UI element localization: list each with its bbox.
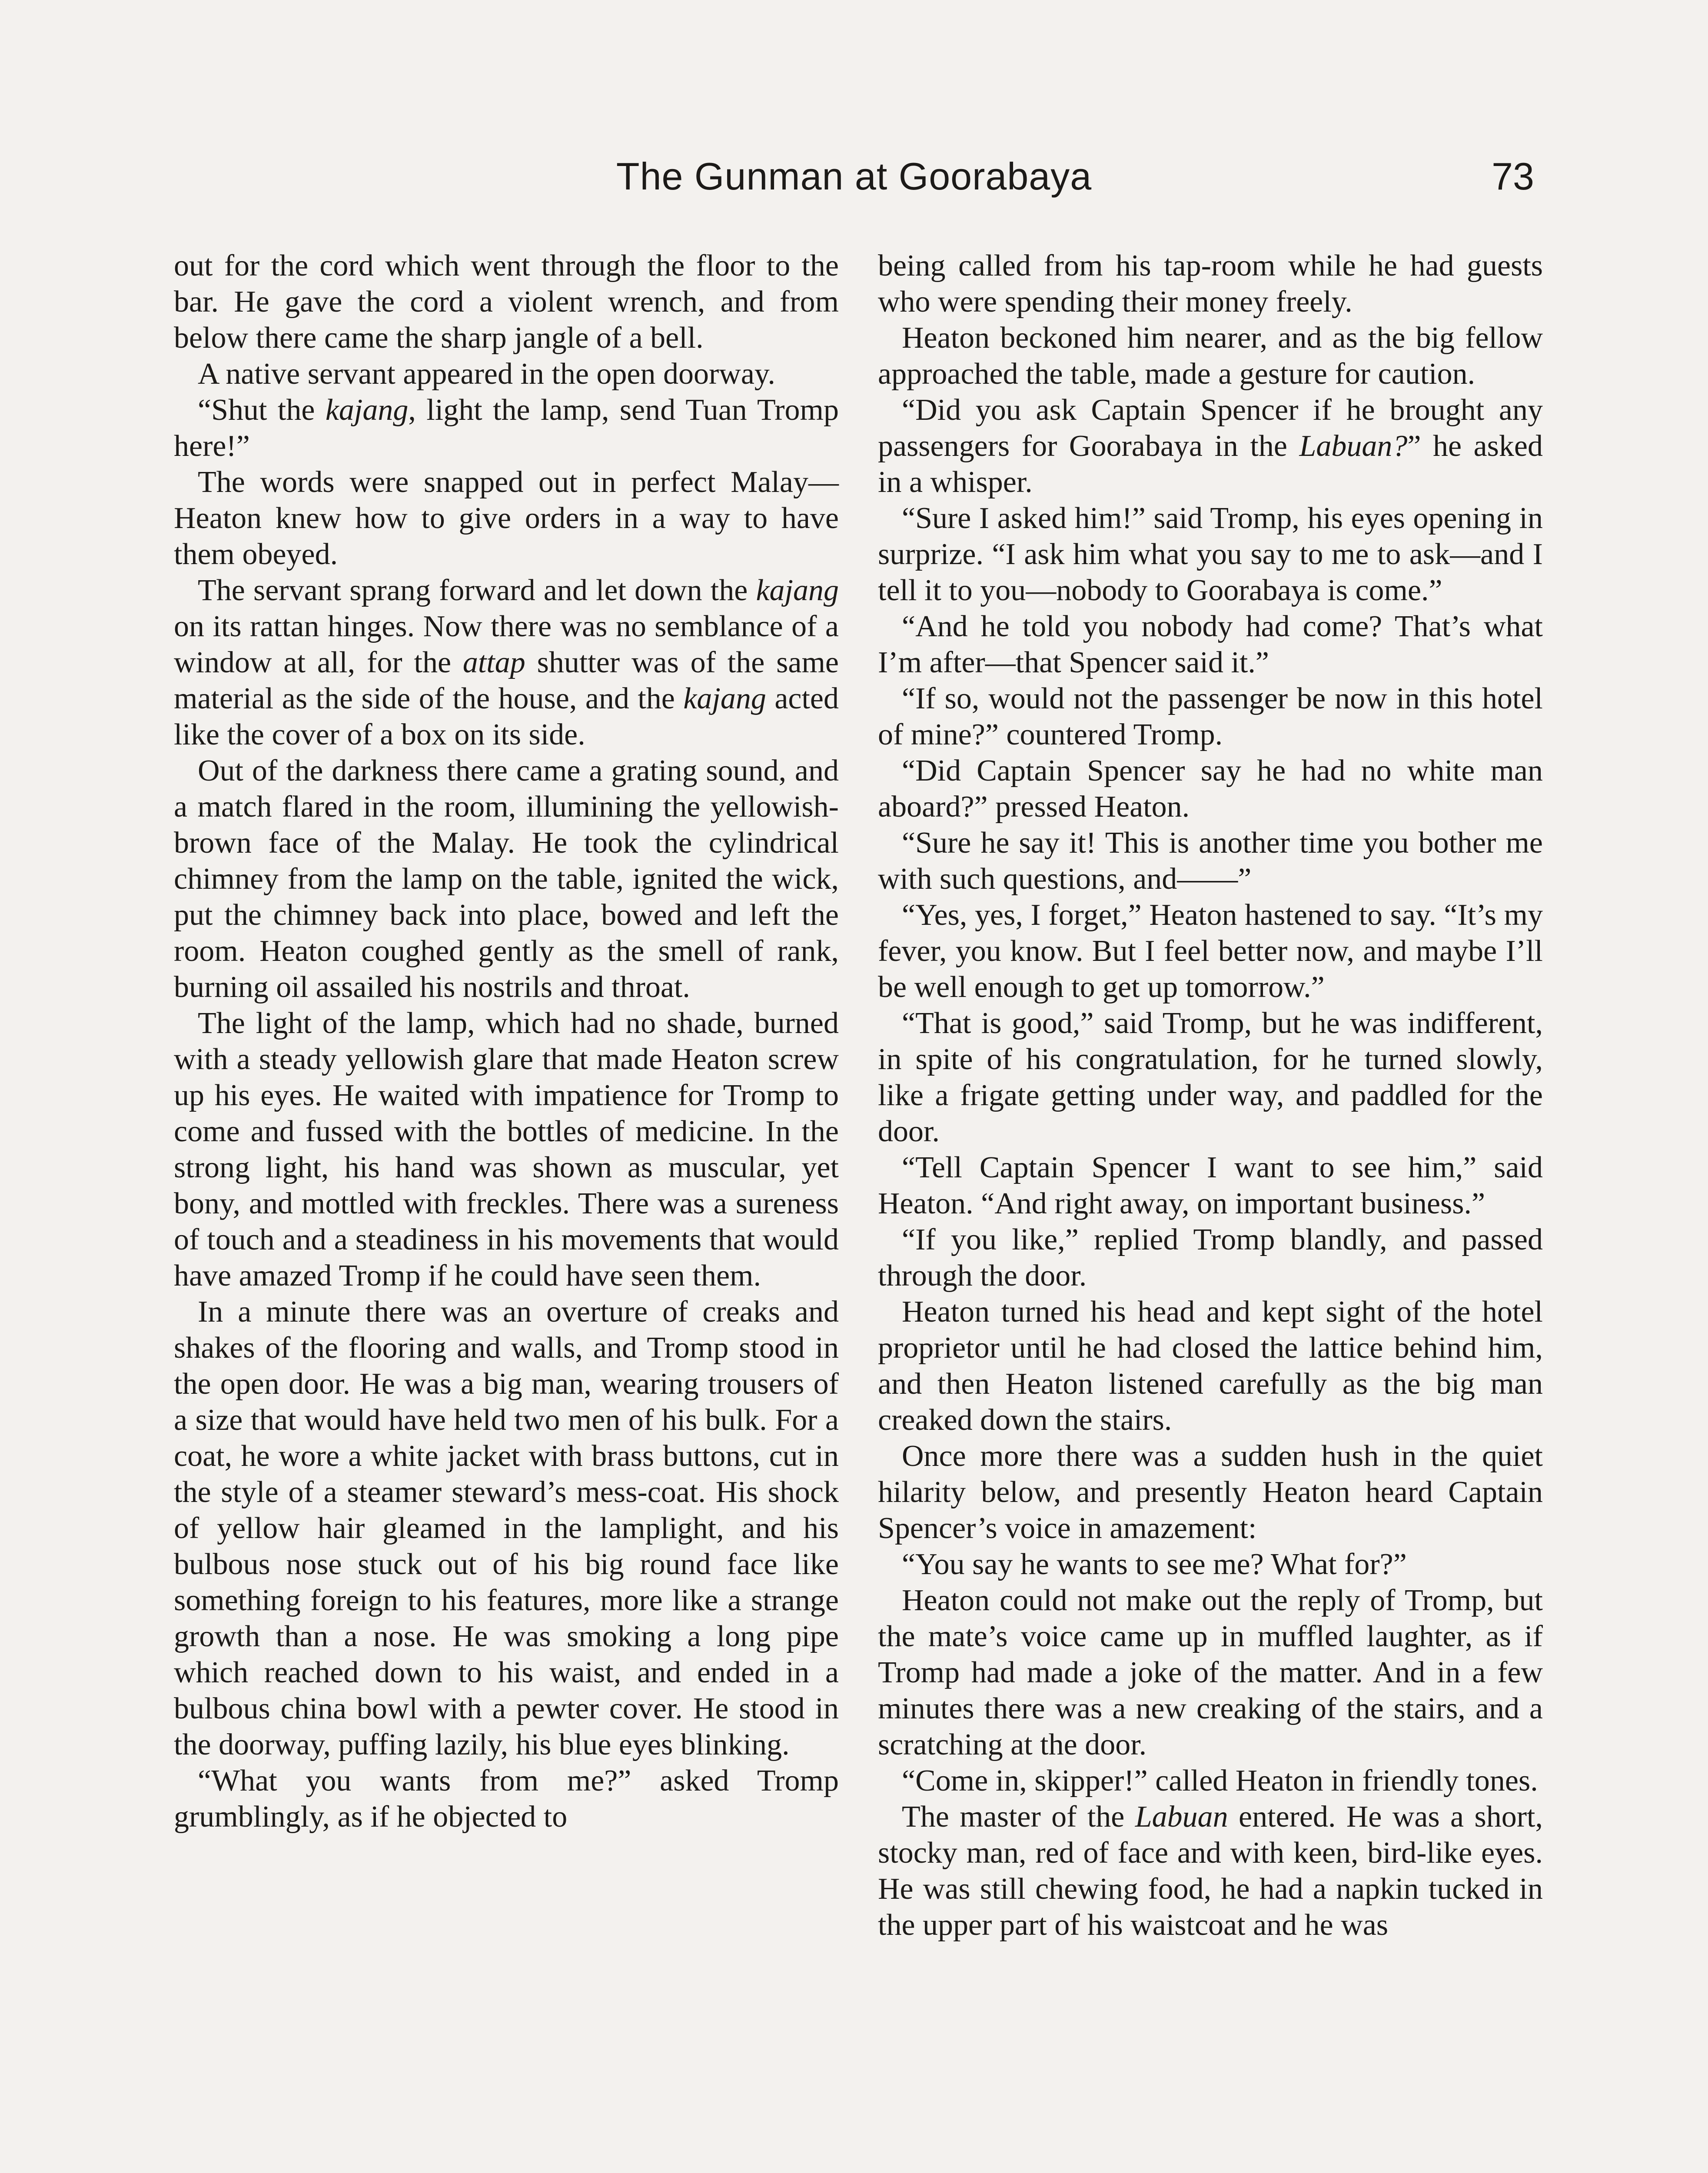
paragraph: Heaton could not make out the reply of Tromp, but the mate’s voice came up in muffled laughter, as if Tromp had made a joke of the matter. And in a few minutes there was a new creaking of the stairs, and a scratching at the door. [878, 1584, 1543, 1761]
paragraph: “If you like,” replied Tromp blandly, and passed through the door. [878, 1223, 1543, 1293]
paragraph: The light of the lamp, which had no shade, burned with a steady yellowish glare that made Heaton screw up his eyes. He waited with impatience for Tromp to come and fussed with the bottles of medicine. In the strong light, his hand was shown as muscular, yet bony, and mottled with freckles. There was a sureness of touch and a steadiness in his movements that would have amazed Tromp if he could have seen them. [174, 1007, 839, 1293]
paragraph: “Did you ask Captain Spencer if he brought any passengers for Goorabaya in the Labuan?” he asked in a whisper. [878, 393, 1543, 499]
paragraph: “That is good,” said Tromp, but he was indifferent, in spite of his congratulation, for he turned slowly, like a frigate getting under way, and paddled for the door. [878, 1007, 1543, 1148]
paragraph: The words were snapped out in perfect Malay—Heaton knew how to give orders in a way to have them obeyed. [174, 465, 839, 571]
page-header [174, 154, 1534, 211]
left-column [174, 248, 839, 2173]
paragraph: “And he told you nobody had come? That’s what I’m after—that Spencer said it.” [878, 610, 1543, 679]
paragraph: Out of the darkness there came a grating sound, and a match flared in the room, illumining the yellowish-brown face of the Malay. He took the cylindrical chimney from the lamp on the table, ignited the wick, put the chimney back into place, bowed and left the room. Heaton coughed gently as the smell of rank, burning oil assailed his nostrils and throat. [174, 754, 839, 1004]
paragraph: “If so, would not the passenger be now in this hotel of mine?” countered Tromp. [878, 682, 1543, 751]
paragraph: “Shut the kajang, light the lamp, send Tuan Tromp here!” [174, 393, 839, 463]
paragraph: “Tell Captain Spencer I want to see him,” said Heaton. “And right away, on important business.” [878, 1151, 1543, 1220]
paragraph: out for the cord which went through the floor to the bar. He gave the cord a violent wrench, and from below there came the sharp jangle of a bell. [174, 249, 839, 355]
paragraph: “Did Captain Spencer say he had no white man aboard?” pressed Heaton. [878, 754, 1543, 824]
right-column [878, 248, 1543, 2173]
paragraph: “What you wants from me?” asked Tromp grumblingly, as if he objected to [174, 1764, 839, 1834]
paragraph: In a minute there was an overture of creaks and shakes of the flooring and walls, and Tromp stood in the open door. He was a big man, wearing trousers of a size that would have held two men of his bulk. For a coat, he wore a white jacket with brass buttons, cut in the style of a steamer steward’s mess-coat. His shock of yellow hair gleamed in the lamplight, and his bulbous nose stuck out of his big round face like something foreign to his features, more like a strange growth than a nose. He was smoking a long pipe which reached down to his waist, and ended in a bulbous china bowl with a pewter cover. He stood in the doorway, puffing lazily, his blue eyes blinking. [174, 1295, 839, 1761]
paragraph: The master of the Labuan entered. He was a short, stocky man, red of face and with keen, bird-like eyes. He was still chewing food, he had a napkin tucked in the upper part of his waistcoat and he was [878, 1800, 1543, 1942]
paragraph: Heaton turned his head and kept sight of the hotel proprietor until he had closed the lattice behind him, and then Heaton listened carefully as the big man creaked down the stairs. [878, 1295, 1543, 1437]
paragraph: Once more there was a sudden hush in the quiet hilarity below, and presently Heaton heard Captain Spencer’s voice in amazement: [878, 1439, 1543, 1545]
paragraph: “You say he wants to see me? What for?” [902, 1548, 1407, 1581]
paragraph: Heaton beckoned him nearer, and as the big fellow approached the table, made a gesture for caution. [878, 321, 1543, 391]
paragraph: “Sure he say it! This is another time you bother me with such questions, and——” [878, 826, 1543, 896]
page-number: 73 [1492, 155, 1534, 198]
paragraph: “Come in, skipper!” called Heaton in friendly tones. [902, 1764, 1538, 1798]
running-title: The Gunman at Goorabaya [616, 155, 1092, 198]
paragraph: “Sure I asked him!” said Tromp, his eyes opening in surprize. “I ask him what you say to me to ask—and I tell it to you—nobody to Goorabaya is come.” [878, 502, 1543, 607]
paragraph: “Yes, yes, I forget,” Heaton hastened to say. “It’s my fever, you know. But I feel better now, and maybe I’ll be well enough to get up tomorrow.” [878, 898, 1543, 1004]
paragraph: being called from his tap-room while he had guests who were spending their money freely. [878, 249, 1543, 319]
paragraph: A native servant appeared in the open doorway. [198, 357, 775, 391]
paragraph: The servant sprang forward and let down the kajang on its rattan hinges. Now there was no semblance of a window at all, for the attap shutter was of the same material as the side of the house, and the kajang acted like the cover of a box on its side. [174, 574, 839, 751]
